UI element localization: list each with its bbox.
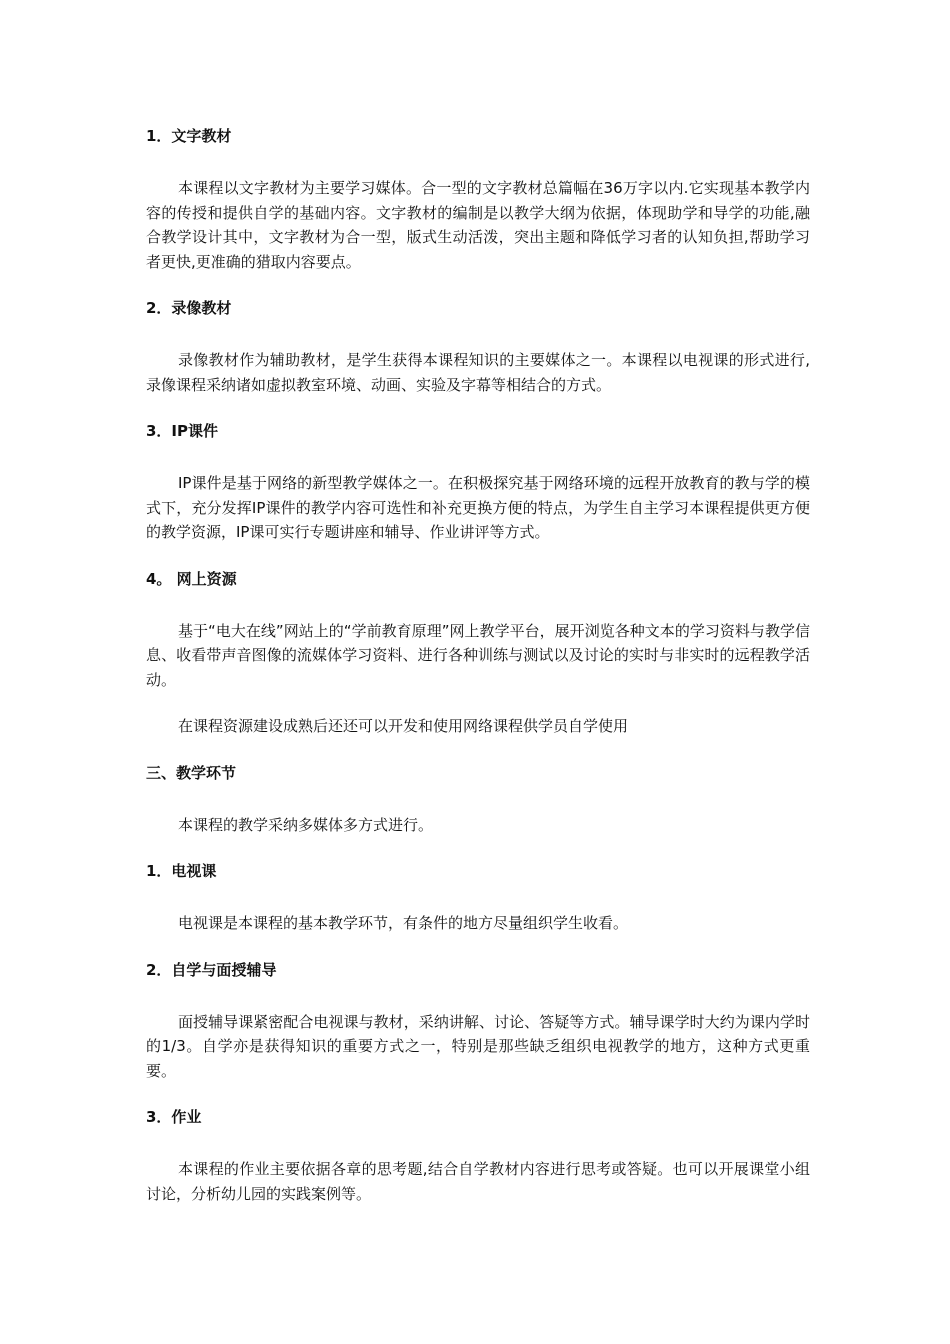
section-paragraph: 录像教材作为辅助教材，是学生获得本课程知识的主要媒体之一。本课程以电视课的形式进行,录像课程采纳诸如虚拟教室环境、动画、实验及字幕等相结合的方式。	[146, 351, 810, 394]
section-heading: 1．文字教材	[146, 127, 232, 145]
section-heading: 3．IP课件	[146, 422, 219, 440]
section-paragraph: 本课程的作业主要依据各章的思考题,结合自学教材内容进行思考或答疑。也可以开展课堂小组讨论，分析幼儿园的实践案例等。	[146, 1160, 810, 1203]
document-page	[146, 124, 810, 1206]
section-paragraph: IP课件是基于网络的新型教学媒体之一。在积极探究基于网络环境的远程开放教育的教与学的模式下，充分发挥IP课件的教学内容可选性和补充更换方便的特点，为学生自主学习本课程提供更方便的教学资源，IP课可实行专题讲座和辅导、作业讲评等方式。	[146, 474, 810, 541]
section-heading: 2．录像教材	[146, 299, 232, 317]
section-paragraph: 面授辅导课紧密配合电视课与教材，采纳讲解、讨论、答疑等方式。辅导课学时大约为课内学时的1/3。自学亦是获得知识的重要方式之一，特别是那些缺乏组织电视教学的地方，这种方式更重要。	[146, 1012, 810, 1080]
section-heading: 1．电视课	[146, 862, 217, 880]
section-paragraph: 本课程以文字教材为主要学习媒体。合一型的文字教材总篇幅在36万字以内.它实现基本教学内容的传授和提供自学的基础内容。文字教材的编制是以教学大纲为依据，体现助学和导学的功能,融合教学设计其中，文字教材为合一型，版式生动活泼，突出主题和降低学习者的认知负担,帮助学习者更快,更准确的猎取内容要点。	[146, 179, 810, 271]
section-paragraph: 电视课是本课程的基本教学环节，有条件的地方尽量组织学生收看。	[178, 914, 629, 932]
section-paragraph: 本课程的教学采纳多媒体多方式进行。	[178, 815, 434, 834]
section-paragraph: 基于“电大在线”网站上的“学前教育原理”网上教学平台，展开浏览各种文本的学习资料与教学信息、收看带声音图像的流媒体学习资料、进行各种训练与测试以及讨论的实时与非实时的远程教学活动。	[146, 621, 810, 689]
section-paragraph: 在课程资源建设成熟后还还可以开发和使用网络课程供学员自学使用	[178, 717, 629, 735]
section-heading: 4。 网上资源	[146, 569, 237, 588]
section-heading: 三、教学环节	[146, 763, 237, 782]
section-heading: 3．作业	[146, 1108, 202, 1126]
section-heading: 2．自学与面授辅导	[146, 960, 277, 979]
